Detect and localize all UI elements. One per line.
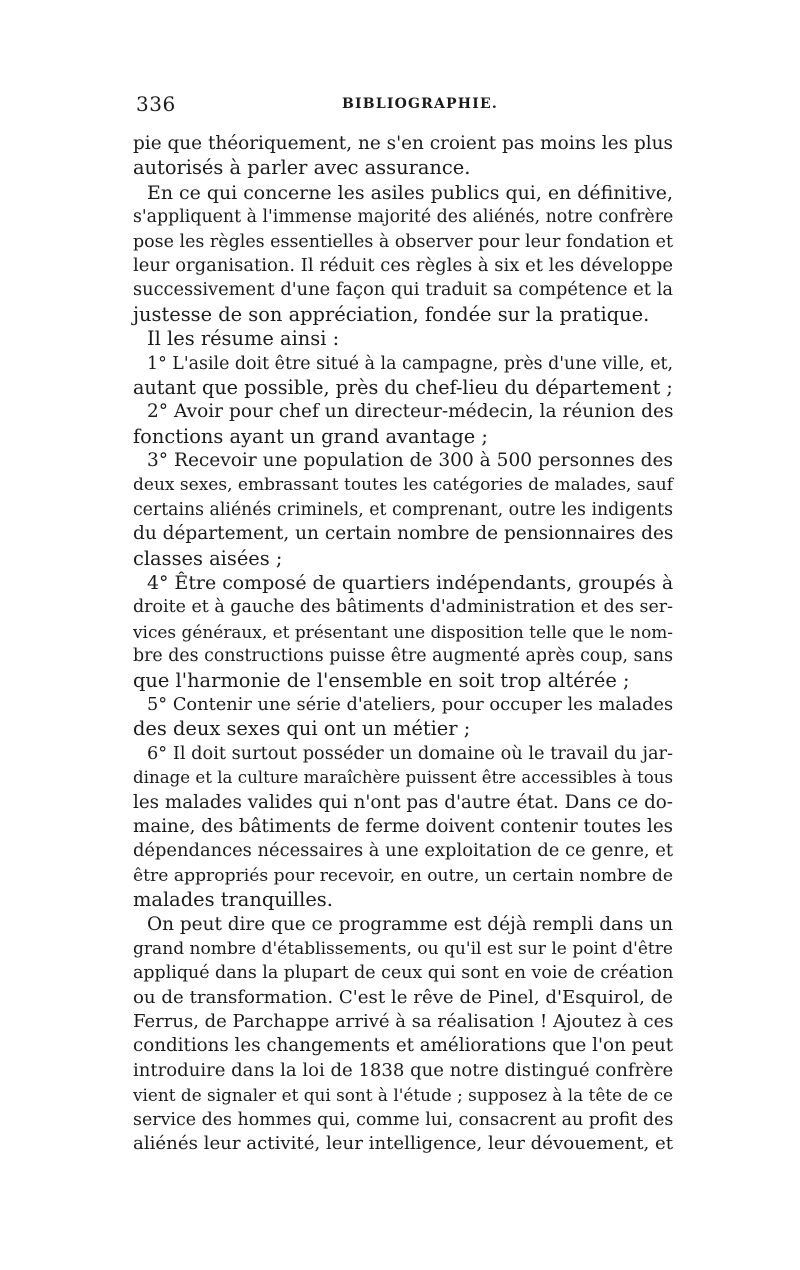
text-line: que l'harmonie de l'ensemble en soit trop altérée ; [133,668,630,692]
text-line: service des hommes qui, comme lui, consacrent au profit des [133,1109,674,1130]
text-line: 1° L'asile doit être situé à la campagne, près d'une ville, et, [147,353,674,374]
text-line: s'appliquent à l'immense majorité des aliénés, notre confrère [133,207,674,228]
text-line: aliénés leur activité, leur intelligence, leur dévouement, et [133,1133,674,1155]
text-line: classes aisées ; [133,546,283,570]
text-line: certains aliénés criminels, et comprenant, outre les indigents [133,499,673,520]
text-line: 5° Contenir une série d'ateliers, pour occuper les malades [147,694,674,715]
text-line: Il les résume ainsi : [147,327,340,351]
body-text [133,132,673,1156]
text-line: dépendances nécessaires à une exploitation de ce genre, et [133,840,673,862]
text-line: 6° Il doit surtout posséder un domaine où le travail du jar- [147,743,673,764]
text-line: autant que possible, près du chef-lieu du département ; [133,375,673,399]
text-line: ou de transformation. C'est le rêve de Pinel, d'Esquirol, de [133,986,673,1008]
page-header [136,92,674,120]
text-line: bre des constructions puisse être augmenté après coup, sans [133,646,673,667]
text-line: On peut dire que ce programme est déjà rempli dans un [147,913,673,935]
text-line: des deux sexes qui ont un métier ; [133,717,471,741]
running-title: BIBLIOGRAPHIE. [342,96,498,112]
text-line: grand nombre d'établissements, ou qu'il est sur le point d'être [133,938,673,959]
text-line: leur organisation. Il réduit ces règles à six et les développe [133,254,673,276]
text-line: les malades valides qui n'ont pas d'autre état. Dans ce do- [133,791,673,813]
text-line: autorisés à parler avec assurance. [133,156,471,180]
text-line: être appropriés pour recevoir, en outre, un certain nombre de [133,865,673,886]
text-line: malades tranquilles. [133,888,333,912]
text-line: conditions les changements et améliorations que l'on peut [133,1035,674,1057]
text-line: maine, des bâtiments de ferme doivent contenir toutes les [133,815,673,837]
text-line: introduire dans la loi de 1838 que notre distingué confrère [133,1059,674,1081]
text-line: justesse de son appréciation, fondée sur la pratique. [133,302,650,326]
text-line: 2° Avoir pour chef un directeur-médecin, la réunion des [147,401,674,423]
text-line: vient de signaler et qui sont à l'étude ; supposez à la tête de ce [133,1085,673,1106]
text-line: droite et à gauche des bâtiments d'administration et des ser- [133,597,673,618]
text-line: deux sexes, embrassant toutes les catégories de malades, sauf [133,475,673,496]
text-line: pose les règles essentielles à observer pour leur fondation et [133,231,673,252]
text-line: fonctions ayant un grand avantage ; [133,424,488,448]
text-line: vices généraux, et présentant une disposition telle que le nom- [133,621,673,642]
text-line: 4° Être composé de quartiers indépendants, groupés à [147,572,674,595]
text-line: 3° Recevoir une population de 300 à 500 personnes des [147,450,673,472]
text-line: appliqué dans la plupart de ceux qui sont en voie de création [133,963,674,984]
text-line: Ferrus, de Parchappe arrivé à sa réalisation ! Ajoutez à ces [133,1011,674,1033]
text-line: successivement d'une façon qui traduit sa compétence et la [133,279,673,301]
text-line: En ce qui concerne les asiles publics qui, en définitive, [147,181,673,204]
text-line: du département, un certain nombre de pensionnaires des [133,523,674,545]
text-line: dinage et la culture maraîchère puissent être accessibles à tous [133,768,674,788]
page-number: 336 [136,92,176,116]
text-line: pie que théoriquement, ne s'en croient pas moins les plus [133,133,673,154]
